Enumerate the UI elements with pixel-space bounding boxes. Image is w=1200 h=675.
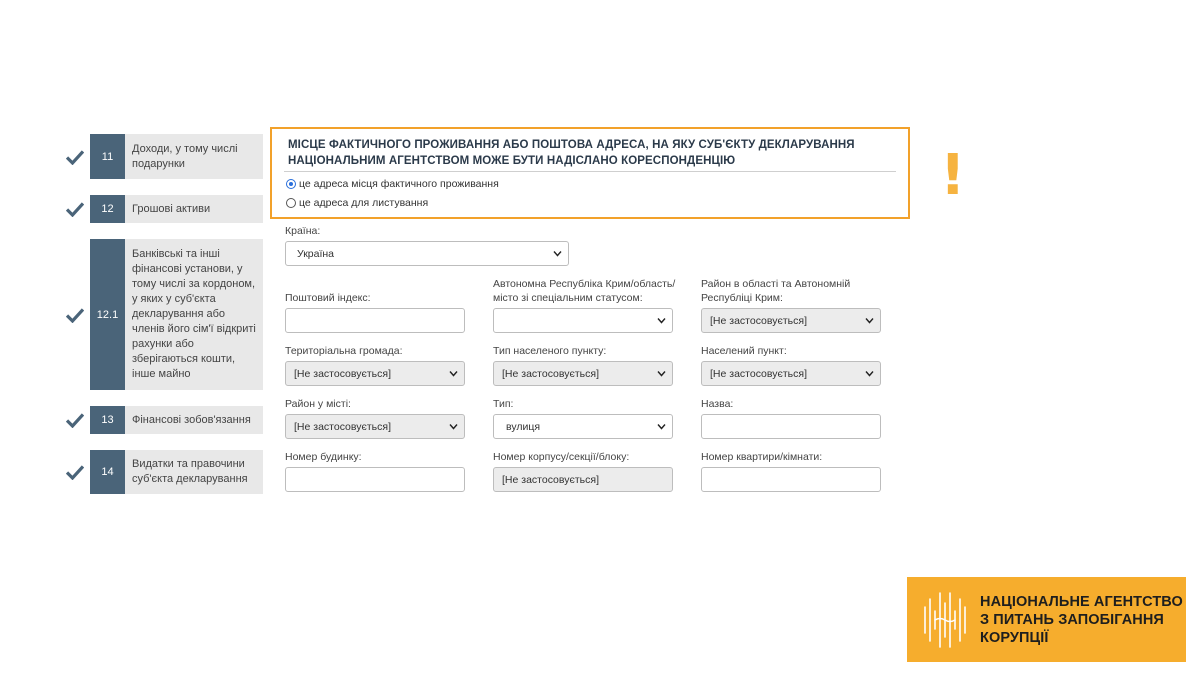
postal-code-label: Поштовий індекс: bbox=[285, 292, 371, 304]
country-value: Україна bbox=[297, 247, 335, 260]
check-icon bbox=[66, 195, 90, 223]
district-value: [Не застосовується] bbox=[710, 314, 807, 327]
chevron-down-icon bbox=[657, 423, 666, 430]
logo-text bbox=[980, 593, 1183, 647]
settlement-type-value: [Не застосовується] bbox=[502, 367, 599, 380]
radio-label: це адреса для листування bbox=[299, 197, 429, 209]
apartment-number-label: Номер квартири/кімнати: bbox=[701, 451, 823, 463]
step-number: 11 bbox=[90, 134, 125, 179]
sidebar-step-11[interactable] bbox=[66, 134, 263, 179]
region-select[interactable] bbox=[493, 308, 673, 333]
radio-button-checked[interactable] bbox=[286, 179, 296, 189]
apartment-number-input[interactable] bbox=[701, 467, 881, 492]
city-district-label: Район у місті: bbox=[285, 398, 351, 410]
settlement-select[interactable] bbox=[701, 361, 881, 386]
check-icon bbox=[66, 134, 90, 179]
step-label: Грошові активи bbox=[125, 195, 263, 223]
logo-line-2: З ПИТАНЬ ЗАПОБІГАННЯ bbox=[980, 612, 1164, 628]
radio-actual-address[interactable] bbox=[286, 178, 499, 190]
street-name-input[interactable] bbox=[701, 414, 881, 439]
step-number: 12.1 bbox=[90, 239, 125, 390]
street-type-select[interactable] bbox=[493, 414, 673, 439]
warning-exclamation-icon: ! bbox=[940, 143, 966, 208]
check-icon bbox=[66, 450, 90, 494]
chevron-down-icon bbox=[657, 317, 666, 324]
chevron-down-icon bbox=[657, 370, 666, 377]
divider bbox=[284, 171, 896, 172]
logo-line-3: КОРУПЦІЇ bbox=[980, 630, 1049, 646]
check-icon bbox=[66, 239, 90, 390]
nacp-logo bbox=[907, 577, 1186, 662]
country-select[interactable] bbox=[285, 241, 569, 266]
step-number: 13 bbox=[90, 406, 125, 434]
chevron-down-icon bbox=[553, 250, 562, 257]
logo-line-1: НАЦІОНАЛЬНЕ АГЕНТСТВО bbox=[980, 594, 1183, 610]
street-type-value: вулиця bbox=[506, 420, 541, 433]
chevron-down-icon bbox=[865, 370, 874, 377]
city-district-value: [Не застосовується] bbox=[294, 420, 391, 433]
step-number: 14 bbox=[90, 450, 125, 494]
house-number-label: Номер будинку: bbox=[285, 451, 362, 463]
radio-label: це адреса місця фактичного проживання bbox=[299, 178, 499, 190]
house-number-input[interactable] bbox=[285, 467, 465, 492]
check-icon bbox=[66, 406, 90, 434]
community-label: Територіальна громада: bbox=[285, 345, 403, 357]
building-number-label: Номер корпусу/секції/блоку: bbox=[493, 451, 630, 463]
sidebar-step-12[interactable] bbox=[66, 195, 263, 223]
district-label: Район в області та Автономній Республіці Крим: bbox=[701, 278, 851, 304]
settlement-type-label: Тип населеного пункту: bbox=[493, 345, 607, 357]
nacp-emblem-icon bbox=[921, 589, 969, 651]
step-label: Видатки та правочини суб'єкта декларування bbox=[125, 450, 263, 494]
street-type-label: Тип: bbox=[493, 398, 514, 410]
building-number-value: [Не застосовується] bbox=[502, 473, 599, 486]
radio-mail-address[interactable] bbox=[286, 197, 428, 209]
sidebar-step-13[interactable] bbox=[66, 406, 263, 434]
chevron-down-icon bbox=[449, 370, 458, 377]
community-select[interactable] bbox=[285, 361, 465, 386]
address-panel-title: МІСЦЕ ФАКТИЧНОГО ПРОЖИВАННЯ АБО ПОШТОВА АДРЕСА, НА ЯКУ СУБ'ЄКТУ ДЕКЛАРУВАННЯ НАЦІОНАЛЬНИМ АГЕНТСТВОМ МОЖЕ БУТИ НАДІСЛАНО КОРЕСПОНДЕНЦІЮ bbox=[288, 139, 855, 167]
step-number: 12 bbox=[90, 195, 125, 223]
community-value: [Не застосовується] bbox=[294, 367, 391, 380]
city-district-select[interactable] bbox=[285, 414, 465, 439]
settlement-label: Населений пункт: bbox=[701, 345, 787, 357]
building-number-input[interactable] bbox=[493, 467, 673, 492]
step-label: Фінансові зобов'язання bbox=[125, 406, 263, 434]
chevron-down-icon bbox=[449, 423, 458, 430]
sidebar-step-14[interactable] bbox=[66, 450, 263, 494]
settlement-value: [Не застосовується] bbox=[710, 367, 807, 380]
address-type-panel bbox=[270, 127, 910, 219]
step-label: Доходи, у тому числі подарунки bbox=[125, 134, 263, 179]
postal-code-input[interactable] bbox=[285, 308, 465, 333]
sidebar-step-12-1[interactable] bbox=[66, 239, 263, 390]
region-label: Автономна Республіка Крим/область/ місто зі спеціальним статусом: bbox=[493, 278, 676, 304]
step-label: Банківські та інші фінансові установи, у тому числі за кордоном, у яких у суб'єкта декларування або членів його сім'ї відкриті рахунки або зберігаються кошти, інше майно bbox=[125, 239, 263, 390]
street-name-label: Назва: bbox=[701, 398, 734, 410]
country-label: Країна: bbox=[285, 225, 321, 237]
chevron-down-icon bbox=[865, 317, 874, 324]
radio-button[interactable] bbox=[286, 198, 296, 208]
district-select[interactable] bbox=[701, 308, 881, 333]
settlement-type-select[interactable] bbox=[493, 361, 673, 386]
